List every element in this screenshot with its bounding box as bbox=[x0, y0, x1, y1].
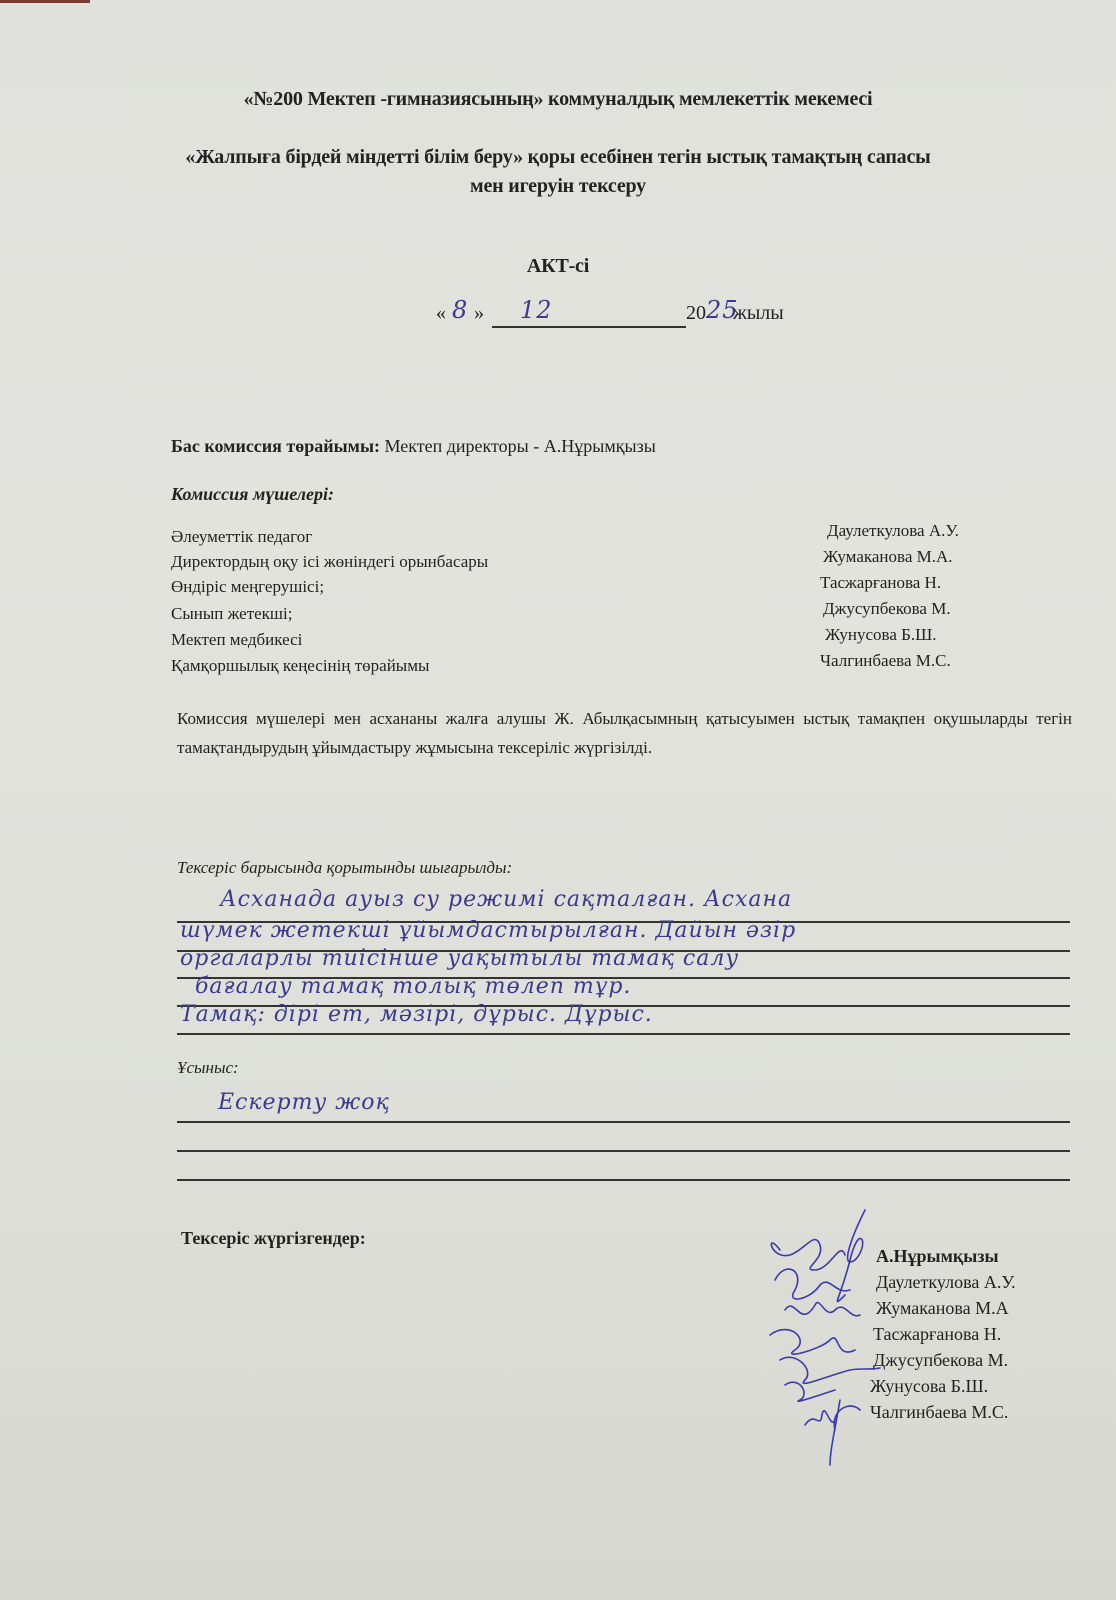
findings-label: Тексеріс барысында қорытынды шығарылды: bbox=[177, 858, 513, 877]
institution-title: «№200 Мектеп -гимназиясының» коммуналдық мемлекеттік мекемесі bbox=[243, 88, 873, 110]
subtitle-line-1: «Жалпыға бірдей міндетті білім беру» қоры есебінен тегін ыстық тамақтың сапасы bbox=[185, 146, 931, 168]
date-day: 8 bbox=[452, 296, 469, 324]
chair-label: Бас комиссия төрайымы: bbox=[171, 436, 380, 456]
member-name: Жумаканова М.А. bbox=[823, 547, 953, 566]
date-year-word: жылы bbox=[733, 302, 784, 324]
signatory-name: Жунусова Б.Ш. bbox=[870, 1376, 989, 1396]
handwritten-finding-line: шүмек жетекші ұйымдастырылған. Дайын әзір bbox=[180, 918, 797, 943]
member-role: Директордың оқу ісі жөніндегі орынбасары bbox=[171, 552, 489, 571]
date-open-quote: « bbox=[436, 302, 446, 324]
subtitle-line-2: мен игеруін тексеру bbox=[470, 175, 646, 197]
member-name: Жунусова Б.Ш. bbox=[825, 625, 937, 644]
recommendation-label: Ұсыныс: bbox=[177, 1058, 239, 1077]
handwritten-finding-line: оргаларлы тиісінше уақытылы тамақ салу bbox=[180, 946, 740, 971]
member-name: Чалгинбаева М.С. bbox=[820, 651, 951, 670]
member-name: Даулеткулова А.У. bbox=[827, 521, 959, 540]
handwritten-finding-line: бағалау тамақ толық төлеп тұр. bbox=[195, 974, 632, 999]
member-name: Тасжарғанова Н. bbox=[820, 573, 942, 592]
signatory-name: Джусупбекова М. bbox=[873, 1350, 1009, 1370]
member-role: Мектеп медбикесі bbox=[171, 630, 303, 649]
member-role: Әлеуметтік педагог bbox=[171, 527, 313, 546]
date-month: 12 bbox=[520, 296, 553, 324]
writing-line bbox=[177, 1150, 1070, 1152]
commission-chair bbox=[171, 436, 656, 457]
signatory-name: А.Нұрымқызы bbox=[876, 1246, 999, 1266]
handwritten-recommendation: Ескерту жоқ bbox=[218, 1090, 390, 1115]
member-role: Өндіріс меңгерушісі; bbox=[171, 577, 325, 596]
date-year-suffix: 25 bbox=[706, 296, 739, 324]
member-role: Сынып жетекші; bbox=[171, 604, 293, 623]
member-role: Қамқоршылық кеңесінің төрайымы bbox=[171, 656, 430, 675]
signatory-name: Жумаканова М.А bbox=[876, 1298, 1009, 1318]
signatory-name: Тасжарғанова Н. bbox=[873, 1324, 1002, 1344]
date-year-prefix: 20 bbox=[686, 302, 706, 324]
commission-heading: Комиссия мүшелері: bbox=[171, 484, 335, 504]
chair-value: Мектеп директоры - А.Нұрымқызы bbox=[384, 436, 656, 456]
member-name: Джусупбекова М. bbox=[823, 599, 951, 618]
signatory-name: Чалгинбаева М.С. bbox=[870, 1402, 1009, 1422]
date-month-line bbox=[492, 326, 686, 328]
document-title: АКТ-сі bbox=[526, 255, 590, 277]
writing-line bbox=[177, 1033, 1070, 1035]
date-close-quote: » bbox=[474, 302, 484, 324]
background-edge bbox=[0, 0, 90, 3]
signatures-label: Тексеріс жүргізгендер: bbox=[181, 1228, 366, 1248]
signatory-name: Даулеткулова А.У. bbox=[876, 1272, 1016, 1292]
writing-line bbox=[177, 1179, 1070, 1181]
handwritten-finding-line: Асханада ауыз су режимі сақталған. Асхана bbox=[220, 887, 793, 912]
intro-paragraph: Комиссия мүшелері мен асхананы жалға алушы Ж. Абылқасымның қатысуымен ыстық тамақпен оқушыларды тегін тамақтандырудың ұйымдастыру жұмысына тексеріліс жүргізілді. bbox=[177, 709, 1072, 757]
writing-line bbox=[177, 1121, 1070, 1123]
handwritten-finding-line: Тамақ: дірі ет, мәзірі, дұрыс. Дұрыс. bbox=[180, 1002, 653, 1027]
